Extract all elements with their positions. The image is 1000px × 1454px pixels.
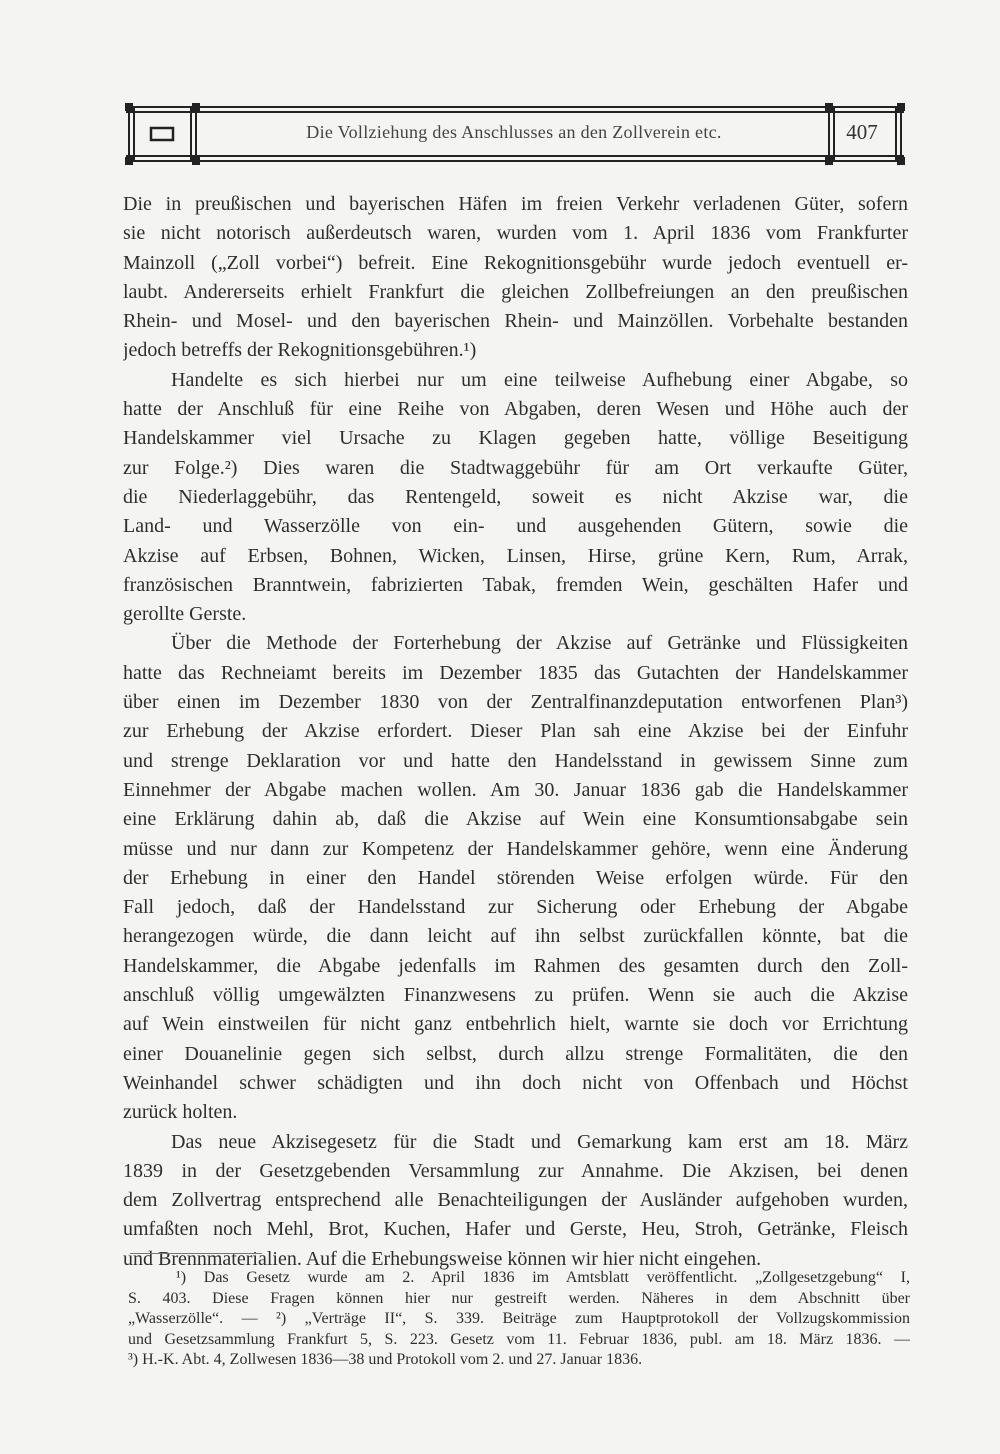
running-header	[122, 100, 908, 168]
text-line: zurück holten.	[123, 1101, 238, 1124]
text-line: Handelte es sich hierbei nur um eine teilweise Aufhebung einer Abgabe, so	[171, 368, 908, 391]
text-line: Weinhandel schwer schädigten und ihn doch nicht von Offenbach und Höchst	[123, 1071, 908, 1094]
text-line: müsse und nur dann zur Kompetenz der Handelskammer gehöre, wenn eine Änderung	[123, 837, 908, 860]
footnote-line: und Gesetzsammlung Frankfurt 5, S. 223. Gesetz vom 11. Februar 1836, publ. am 18. März 1836. —	[128, 1330, 910, 1348]
text-line: jedoch betreffs der Rekognitionsgebühren.¹)	[123, 339, 477, 362]
page-number: 407	[846, 120, 878, 144]
text-line: gerollte Gerste.	[123, 603, 247, 626]
text-line: und Brennmaterialien. Auf die Erhebungsweise können wir hier nicht eingehen.	[123, 1247, 762, 1270]
text-line: sie nicht notorisch außerdeutsch waren, wurden vom 1. April 1836 vom Frankfurter	[123, 222, 908, 245]
text-line: Handelskammer viel Ursache zu Klagen gegeben hatte, völlige Beseitigung	[123, 427, 908, 450]
text-line: Das neue Akzisegesetz für die Stadt und Gemarkung kam erst am 18. März	[171, 1130, 908, 1153]
text-line: der Erhebung in einer den Handel störenden Weise erfolgen würde. Für den	[123, 866, 908, 889]
text-line: eine Erklärung dahin ab, daß die Akzise auf Wein eine Konsumtionsabgabe sein	[123, 808, 908, 831]
text-line: umfaßten noch Mehl, Brot, Kuchen, Hafer und Gerste, Heu, Stroh, Getränke, Fleisch	[123, 1218, 908, 1241]
text-line: herangezogen würde, die dann leicht auf ihn selbst zurückfallen könnte, bat die	[123, 925, 908, 948]
footnote-line: ¹) Das Gesetz wurde am 2. April 1836 im Amtsblatt veröffentlicht. „Zollgesetzgebung“ I,	[176, 1269, 910, 1286]
text-line: Rhein- und Mosel- und den bayerischen Rhein- und Mainzöllen. Vorbehalte bestanden	[123, 310, 908, 333]
text-line: Land- und Wasserzölle von ein- und ausgehenden Gütern, sowie die	[123, 515, 908, 538]
text-line: einer Douanelinie gegen sich selbst, durch allzu strenge Formalitäten, die den	[123, 1042, 908, 1065]
text-line: auf Wein einstweilen für nicht ganz entbehrlich hielt, warnte sie doch vor Errichtung	[123, 1013, 908, 1036]
text-line: Handelskammer, die Abgabe jedenfalls im Rahmen des gesamten durch den Zoll-	[123, 954, 908, 977]
text-line: anschluß völlig umgewälzten Finanzwesens zu prüfen. Wenn sie auch die Akzise	[123, 984, 908, 1007]
footnote-line: S. 403. Diese Fragen können hier nur gestreift werden. Näheres in dem Abschnitt über	[128, 1289, 910, 1307]
text-line: und strenge Deklaration vor und hatte den Handelsstand in gewissem Sinne zum	[123, 749, 908, 772]
text-line: hatte das Rechneiamt bereits im Dezember 1835 das Gutachten der Handelskammer	[123, 661, 908, 684]
body-text	[123, 190, 908, 1274]
text-line: über einen im Dezember 1830 von der Zentralfinanzdeputation entworfenen Plan³)	[123, 691, 908, 714]
text-line: französischen Branntwein, fabrizierten Tabak, fremden Wein, geschälten Hafer und	[123, 573, 908, 596]
text-line: Über die Methode der Forterhebung der Akzise auf Getränke und Flüssigkeiten	[171, 632, 908, 655]
text-line: 1839 in der Gesetzgebenden Versammlung zur Annahme. Die Akzisen, bei denen	[123, 1159, 908, 1182]
text-line: Einnehmer der Abgabe machen wollen. Am 30. Januar 1836 gab die Handelskammer	[123, 778, 908, 801]
text-line: laubt. Andererseits erhielt Frankfurt die gleichen Zollbefreiungen an den preußischen	[123, 280, 908, 303]
text-line: zur Folge.²) Dies waren die Stadtwaggebühr für am Ort verkaufte Güter,	[123, 456, 908, 479]
text-line: zur Erhebung der Akzise erfordert. Dieser Plan sah eine Akzise bei der Einfuhr	[123, 720, 908, 743]
footnote-line: ³) H.-K. Abt. 4, Zollwesen 1836—38 und Protokoll vom 2. und 27. Januar 1836.	[128, 1351, 643, 1368]
text-line: dem Zollvertrag entsprechend alle Benachteiligungen der Ausländer aufgehoben wurden,	[123, 1189, 908, 1212]
text-line: Die in preußischen und bayerischen Häfen im freien Verkehr verladenen Güter, sofern	[123, 193, 908, 215]
text-line: Fall jedoch, daß der Handelsstand zur Sicherung oder Erhebung der Abgabe	[123, 896, 908, 919]
text-line: hatte der Anschluß für eine Reihe von Abgaben, deren Wesen und Höhe auch der	[123, 398, 908, 421]
footnote-line: „Wasserzölle“. — ²) „Verträge II“, S. 339. Beiträge zum Hauptprotokoll der Vollzugskommission	[128, 1310, 910, 1327]
footnote-divider	[130, 1253, 262, 1254]
running-title: Die Vollziehung des Anschlusses an den Zollverein etc.	[306, 122, 722, 142]
text-line: Akzise auf Erbsen, Bohnen, Wicken, Linsen, Hirse, grüne Kern, Rum, Arrak,	[123, 544, 908, 567]
text-line: Mainzoll („Zoll vorbei“) befreit. Eine Rekognitionsgebühr wurde jedoch eventuell er-	[123, 251, 908, 274]
footnotes	[128, 1268, 910, 1371]
text-line: die Niederlaggebühr, das Rentengeld, soweit es nicht Akzise war, die	[123, 485, 908, 508]
